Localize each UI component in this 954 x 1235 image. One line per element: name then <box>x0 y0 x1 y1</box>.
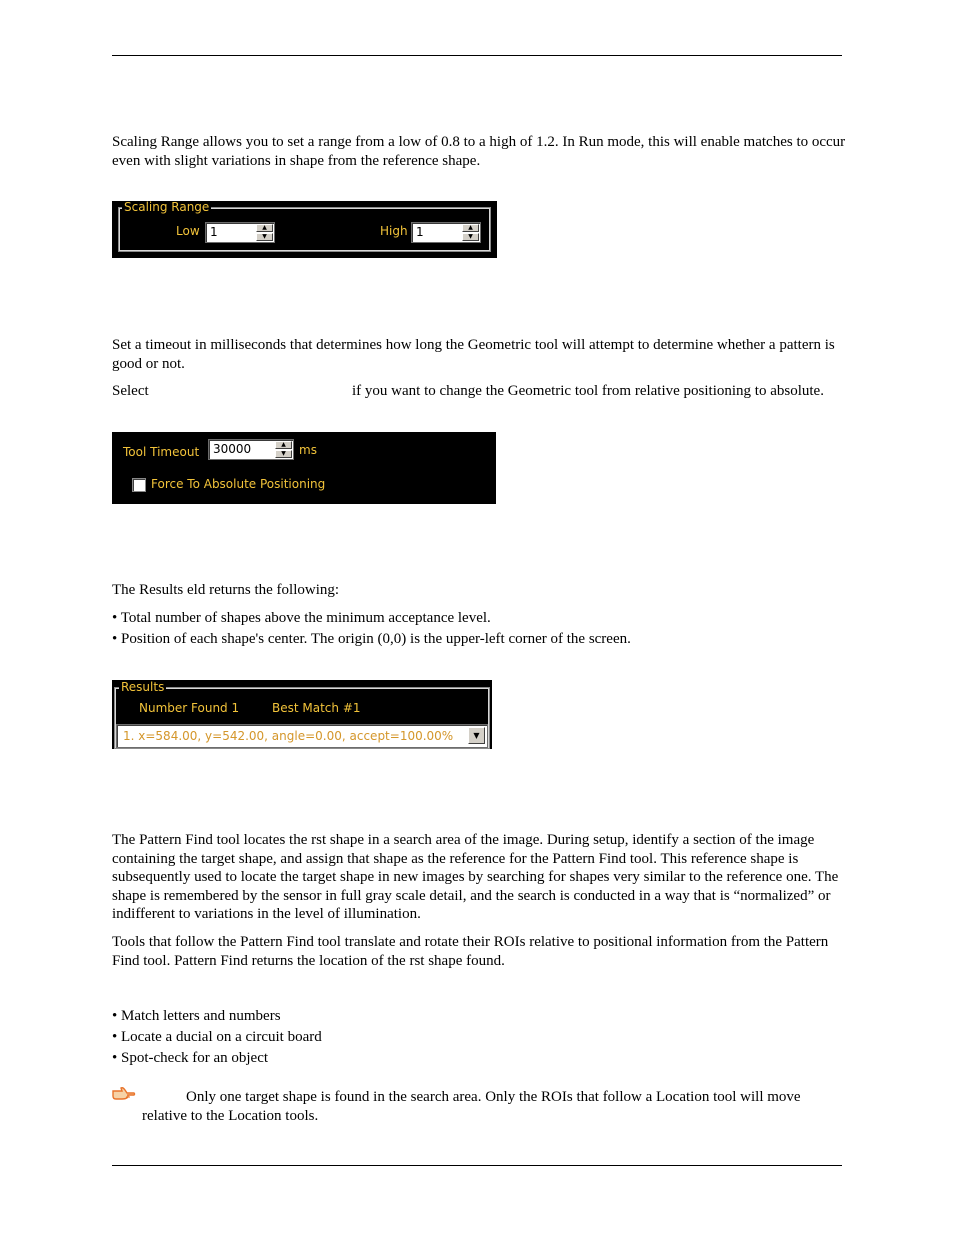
use-bullet-1: • Match letters and numbers <box>112 1008 281 1024</box>
results-bullet-1: • Total number of shapes above the minimum acceptance level. <box>112 610 491 626</box>
note-body: Only one target shape is found in the search area. Only the ROIs that follow a Location tool will move relative to the Location tools. <box>142 1089 801 1124</box>
pattern-find-paragraph-1: The Pattern Find tool locates the rst shape in a search area of the image. During setup, identify a section of the image containing the target shape, and assign that shape as the reference for the Pattern Find tool. This reference shape is subsequently used to locate the target shape in new images by searching for shapes very similar to the reference one. The shape is remembered by the sensor in full gray scale detail, and the search is conducted in a way that is “normalized” or indifferent to variations in the level of illumination. <box>112 832 839 922</box>
timeout-increment-button[interactable]: ▲ <box>275 441 292 449</box>
results-combo[interactable] <box>116 724 488 748</box>
results-legend: Results <box>121 680 165 694</box>
tool-timeout-panel <box>112 432 496 504</box>
number-found-text: Number Found 1 <box>139 701 240 715</box>
scaling-range-paragraph: Scaling Range allows you to set a range from a low of 0.8 to a high of 1.2. In Run mode, this will enable matches to occur even with slight variations in shape from the reference shape. <box>112 134 846 169</box>
tool-timeout-label: Tool Timeout <box>123 445 200 459</box>
pointing-hand-icon <box>112 1085 136 1101</box>
force-absolute-label[interactable]: Force To Absolute Positioning <box>151 477 326 491</box>
timeout-paragraph: Set a timeout in milliseconds that determines how long the Geometric tool will attempt to determine whether a pattern is good or not. <box>112 337 835 372</box>
best-match-text: Best Match #1 <box>272 701 361 715</box>
force-absolute-checkbox[interactable] <box>132 478 146 492</box>
low-value[interactable]: 1 <box>210 225 218 239</box>
high-spinbox[interactable] <box>411 222 481 243</box>
results-intro: The Results eld returns the following: <box>112 582 340 598</box>
high-label: High <box>380 224 408 238</box>
low-increment-button[interactable]: ▲ <box>256 224 273 232</box>
high-value[interactable]: 1 <box>416 225 424 239</box>
high-decrement-button[interactable]: ▼ <box>462 233 479 241</box>
low-label: Low <box>176 224 200 238</box>
note-text <box>142 1088 842 1125</box>
use-bullet-2: • Locate a ducial on a circuit board <box>112 1029 322 1045</box>
dropdown-arrow-icon[interactable]: ▼ <box>468 727 485 744</box>
use-bullet-3: • Spot-check for an object <box>112 1050 269 1066</box>
results-selected-value[interactable]: 1. x=584.00, y=542.00, angle=0.00, accept=100.00% <box>123 729 454 743</box>
results-bullet-2: • Position of each shape's center. The origin (0,0) is the upper-left corner of the screen. <box>112 631 631 647</box>
tool-timeout-unit: ms <box>299 443 317 457</box>
low-spinbox[interactable] <box>205 222 275 243</box>
header-rule <box>112 55 842 56</box>
select-prefix: Select <box>112 383 149 399</box>
select-suffix: if you want to change the Geometric tool from relative positioning to absolute. <box>352 383 824 399</box>
select-paragraph <box>112 382 852 401</box>
timeout-decrement-button[interactable]: ▼ <box>275 450 292 458</box>
low-decrement-button[interactable]: ▼ <box>256 233 273 241</box>
tool-timeout-spinbox[interactable] <box>208 439 294 460</box>
pattern-find-paragraph-2: Tools that follow the Pattern Find tool translate and rotate their ROIs relative to positional information from the Pattern Find tool. Pattern Find returns the location of the rst shape found. <box>112 934 829 969</box>
scaling-range-panel <box>112 201 497 258</box>
high-increment-button[interactable]: ▲ <box>462 224 479 232</box>
results-panel <box>112 680 492 749</box>
scaling-range-legend: Scaling Range <box>124 200 210 214</box>
tool-timeout-value[interactable]: 30000 <box>213 442 252 456</box>
footer-rule <box>112 1165 842 1166</box>
